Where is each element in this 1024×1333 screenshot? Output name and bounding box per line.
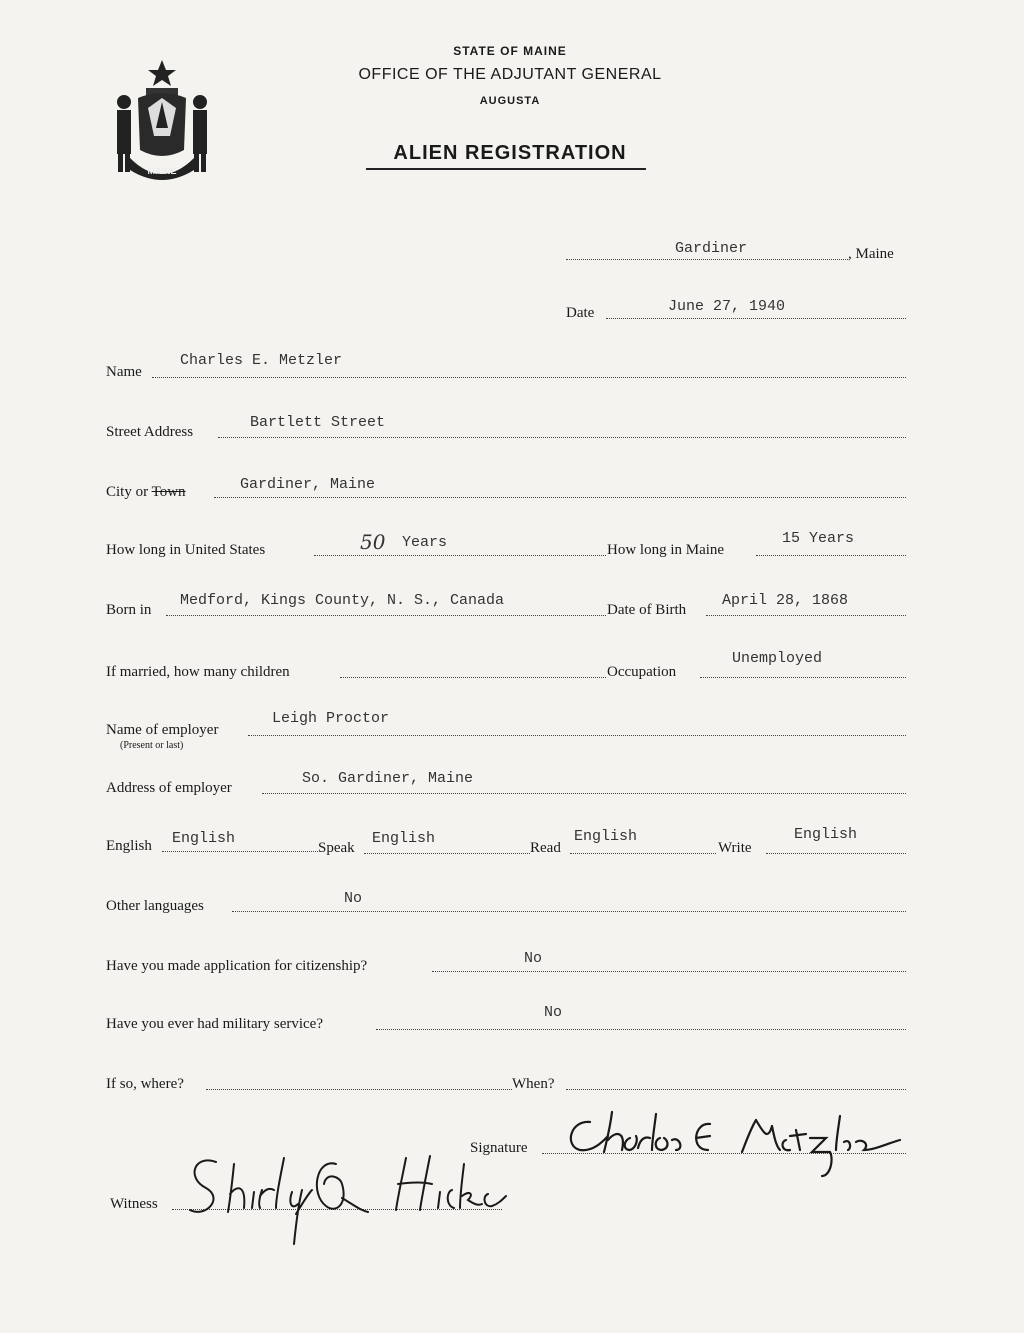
date-label: Date <box>566 305 595 321</box>
english-value: English <box>172 830 236 847</box>
dob-value: April 28, 1868 <box>722 592 849 609</box>
read-value: English <box>574 828 638 845</box>
citizenship-value: No <box>524 950 543 967</box>
english-label: English <box>106 838 152 854</box>
military-label: Have you ever had military service? <box>106 1016 323 1032</box>
military-value: No <box>544 1004 563 1021</box>
occupation-label: Occupation <box>607 664 677 680</box>
occupation-line <box>700 677 906 678</box>
employer-note: (Present or last) <box>120 740 184 751</box>
date-value: June 27, 1940 <box>668 298 786 315</box>
title-underline <box>366 168 646 170</box>
svg-text:MAINE: MAINE <box>147 166 177 176</box>
employer-line <box>248 735 906 736</box>
citizenship-line <box>432 971 906 972</box>
signature-handwriting <box>560 1100 930 1180</box>
years-us-line <box>314 555 606 556</box>
children-label: If married, how many children <box>106 664 290 680</box>
years-maine-value: 15 Years <box>782 530 855 547</box>
place-suffix: , Maine <box>848 246 894 262</box>
header-city: AUGUSTA <box>479 95 541 107</box>
town-line <box>566 259 848 260</box>
name-value: Charles E. Metzler <box>180 352 343 369</box>
english-line <box>162 851 318 852</box>
city-label-text: City or <box>106 484 149 500</box>
street-value: Bartlett Street <box>250 414 386 431</box>
dob-line <box>706 615 906 616</box>
city-label <box>106 484 186 501</box>
town-value: Gardiner <box>675 240 748 257</box>
write-value: English <box>794 826 858 843</box>
speak-label: Speak <box>318 840 355 856</box>
speak-value: English <box>372 830 436 847</box>
city-value: Gardiner, Maine <box>240 476 376 493</box>
street-line <box>218 437 906 438</box>
write-line <box>766 853 906 854</box>
other-languages-value: No <box>344 890 363 907</box>
where-line <box>206 1089 512 1090</box>
signature-label: Signature <box>470 1140 528 1156</box>
city-line <box>214 497 906 498</box>
form-title: ALIEN REGISTRATION <box>393 142 627 164</box>
date-line <box>606 318 906 319</box>
occupation-value: Unemployed <box>732 650 823 667</box>
years-maine-label: How long in Maine <box>607 542 725 558</box>
header-state: STATE OF MAINE <box>453 44 567 58</box>
years-maine-line <box>756 555 906 556</box>
when-line <box>566 1089 906 1090</box>
witness-label: Witness <box>110 1196 158 1212</box>
employer-value: Leigh Proctor <box>272 710 390 727</box>
speak-line <box>364 853 530 854</box>
read-line <box>570 853 716 854</box>
when-label: When? <box>512 1076 555 1092</box>
years-us-unit: Years <box>402 534 448 551</box>
years-us-value: 50 <box>360 530 386 554</box>
employer-address-line <box>262 793 906 794</box>
military-line <box>376 1029 906 1030</box>
employer-label: Name of employer <box>106 722 219 738</box>
born-label: Born in <box>106 602 152 618</box>
witness-handwriting <box>176 1144 516 1254</box>
maine-state-seal-icon <box>108 58 216 186</box>
name-line <box>152 377 906 378</box>
other-languages-line <box>232 911 906 912</box>
read-label: Read <box>530 840 561 856</box>
city-label-struck: Town <box>151 484 186 500</box>
born-line <box>166 615 606 616</box>
street-label: Street Address <box>106 424 194 440</box>
children-line <box>340 677 606 678</box>
years-us-label: How long in United States <box>106 542 266 558</box>
employer-address-label: Address of employer <box>106 780 232 796</box>
citizenship-label: Have you made application for citizenship? <box>106 958 368 974</box>
header-office: OFFICE OF THE ADJUTANT GENERAL <box>358 66 662 83</box>
write-label: Write <box>718 840 752 856</box>
dob-label: Date of Birth <box>607 602 687 618</box>
where-label: If so, where? <box>106 1076 184 1092</box>
employer-address-value: So. Gardiner, Maine <box>302 770 474 787</box>
other-languages-label: Other languages <box>106 898 204 914</box>
name-label: Name <box>106 364 142 380</box>
born-value: Medford, Kings County, N. S., Canada <box>180 592 505 609</box>
